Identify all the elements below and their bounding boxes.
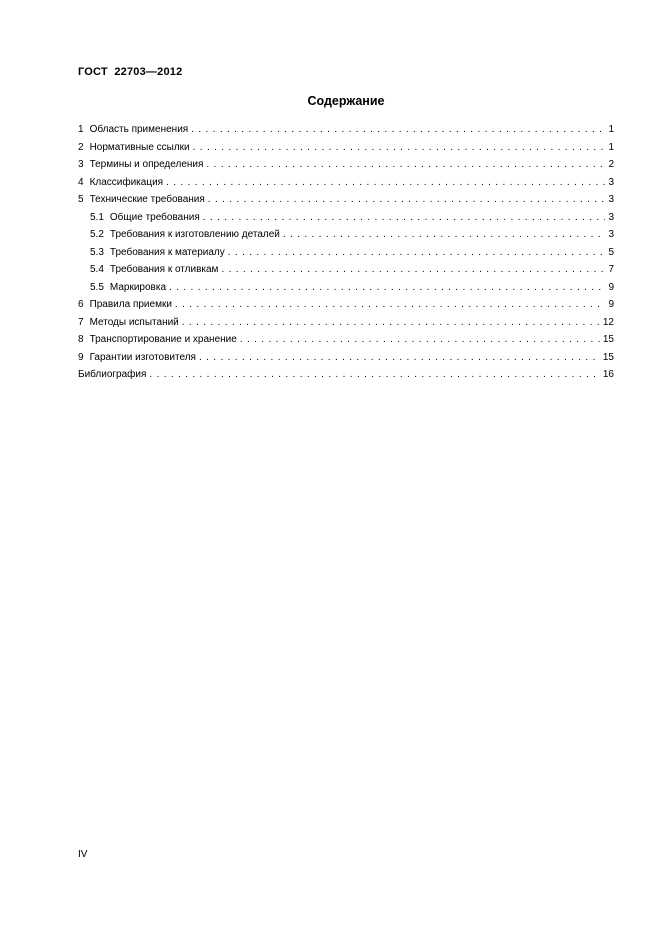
toc-entry[interactable] [78, 191, 614, 209]
toc-subentry[interactable] [78, 209, 614, 227]
toc-entry-title: Термины и определения [89, 159, 204, 170]
toc-entry[interactable] [78, 349, 614, 367]
toc-subentry[interactable] [78, 244, 614, 262]
toc-entry-title: Библиография [78, 369, 147, 380]
toc-entry-title: Методы испытаний [89, 316, 179, 328]
toc-entry-title: Гарантии изготовителя [89, 351, 196, 363]
toc-entry[interactable] [78, 366, 614, 384]
toc-entry-title: Требования к материалу [109, 246, 225, 258]
toc-entry-title: Общие требования [109, 211, 200, 223]
toc-entry-page: 12 [602, 316, 614, 328]
toc-entry-page: 3 [608, 211, 614, 223]
toc-subentry[interactable] [78, 261, 614, 279]
toc-leader-dots [206, 156, 605, 174]
toc-leader-dots [193, 139, 606, 157]
toc-entry-page: 15 [602, 351, 614, 363]
toc-entry[interactable] [78, 121, 614, 139]
toc-title: Содержание [307, 94, 385, 108]
toc-entry-page: 3 [608, 229, 614, 240]
toc-entry-page: 9 [608, 299, 614, 310]
toc-entry[interactable] [78, 296, 614, 314]
toc-entry-number: 3 [78, 159, 84, 170]
toc-entry-number: 5.4 [90, 264, 104, 275]
toc-entry-page: 1 [608, 124, 614, 135]
document-code-header: ГОСТ 22703—2012 [78, 66, 183, 78]
toc-entry-page: 3 [608, 176, 614, 188]
page-number: IV [78, 849, 88, 860]
toc-entry[interactable] [78, 331, 614, 349]
toc-entry-number: 5.1 [90, 211, 104, 223]
toc-entry-title: Правила приемки [89, 299, 172, 310]
toc-entry-title: Транспортирование и хранение [89, 334, 237, 345]
toc-entry-title: Нормативные ссылки [89, 141, 190, 153]
toc-entry-title: Требования к изготовлению деталей [109, 229, 280, 240]
toc-entry-title: Требования к отливкам [109, 264, 219, 275]
toc-leader-dots [166, 174, 605, 192]
toc-leader-dots [175, 296, 606, 314]
table-of-contents [78, 121, 614, 384]
toc-entry-number: 6 [78, 299, 84, 310]
toc-entry-number: 5.2 [90, 229, 104, 240]
toc-leader-dots [208, 191, 606, 209]
toc-entry-title: Технические требования [89, 194, 205, 205]
toc-leader-dots [169, 279, 605, 297]
toc-subentry[interactable] [78, 279, 614, 297]
toc-leader-dots [240, 331, 600, 349]
toc-entry-number: 7 [78, 316, 84, 328]
toc-entry-page: 7 [608, 264, 614, 275]
toc-entry-page: 16 [602, 369, 614, 380]
toc-entry-page: 2 [608, 159, 614, 170]
toc-leader-dots [149, 366, 599, 384]
toc-entry[interactable] [78, 156, 614, 174]
toc-entry-number: 1 [78, 124, 84, 135]
toc-entry[interactable] [78, 314, 614, 332]
toc-entry-number: 8 [78, 334, 84, 345]
toc-entry[interactable] [78, 174, 614, 192]
toc-leader-dots [182, 314, 600, 332]
toc-entry-title: Маркировка [109, 281, 167, 293]
toc-leader-dots [283, 226, 606, 244]
toc-entry-title: Классификация [89, 176, 164, 188]
toc-entry-number: 5 [78, 194, 84, 205]
toc-leader-dots [228, 244, 606, 262]
toc-leader-dots [221, 261, 605, 279]
toc-leader-dots [199, 349, 600, 367]
toc-entry-page: 15 [602, 334, 614, 345]
toc-entry-page: 5 [608, 246, 614, 258]
toc-entry-page: 3 [608, 194, 614, 205]
toc-subentry[interactable] [78, 226, 614, 244]
toc-entry-number: 2 [78, 141, 84, 153]
toc-entry-number: 4 [78, 176, 84, 188]
toc-entry-number: 5.5 [90, 281, 104, 293]
toc-entry-number: 5.3 [90, 246, 104, 258]
toc-entry[interactable] [78, 139, 614, 157]
toc-leader-dots [191, 121, 605, 139]
toc-leader-dots [203, 209, 606, 227]
toc-entry-page: 1 [608, 141, 614, 153]
toc-entry-page: 9 [608, 281, 614, 293]
toc-entry-title: Область применения [89, 124, 189, 135]
toc-entry-number: 9 [78, 351, 84, 363]
